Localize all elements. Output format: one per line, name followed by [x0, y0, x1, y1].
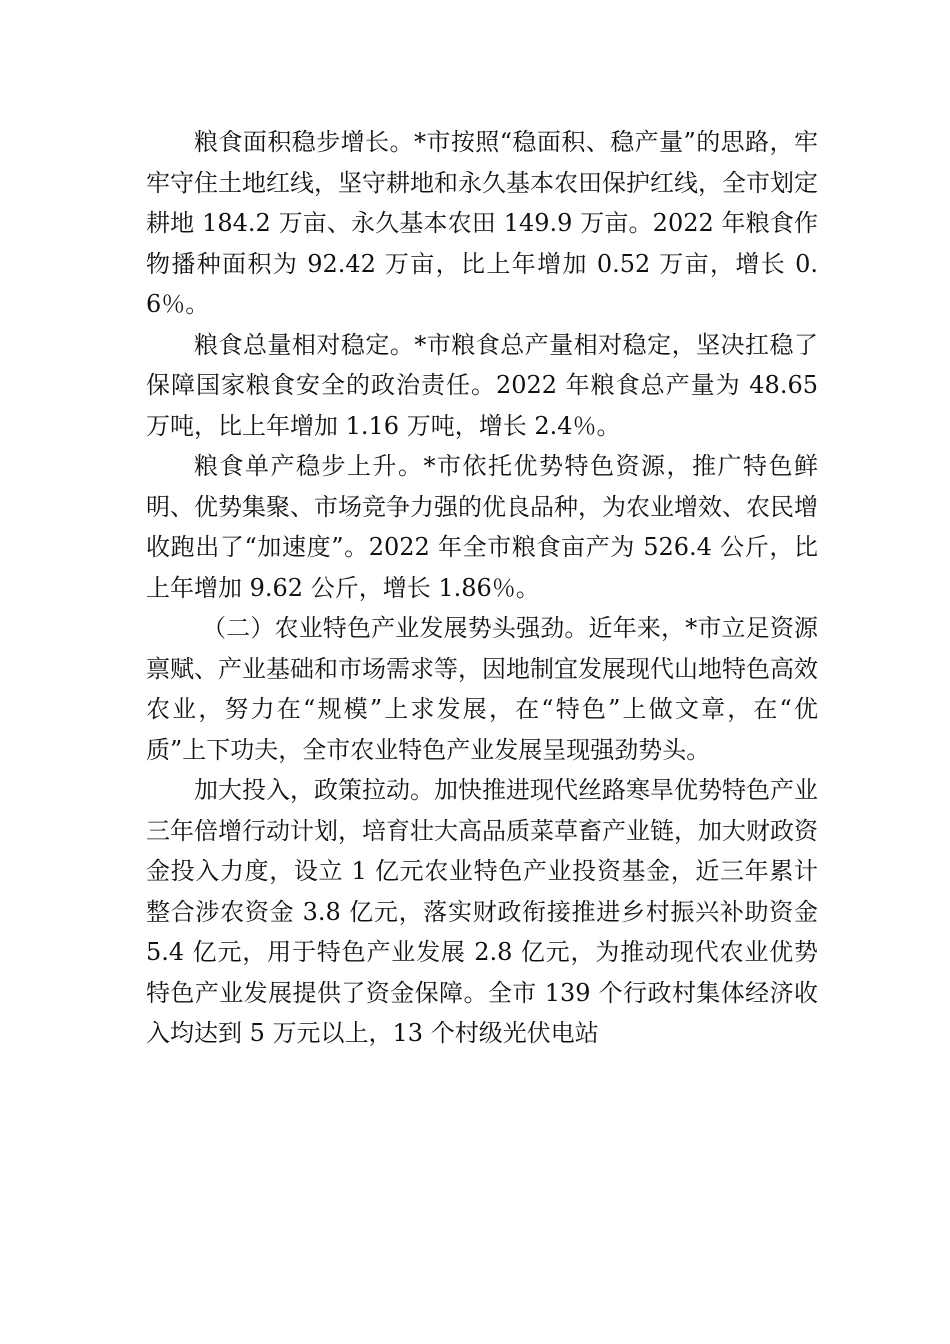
paragraph-grain-output: 粮食总量相对稳定。*市粮食总产量相对稳定，坚决扛稳了保障国家粮食安全的政治责任。2022 年粮食总产量为 48.65 万吨，比上年增加 1.16 万吨，增长 2.4％。: [146, 330, 818, 440]
paragraph-investment-policy: 加大投入，政策拉动。加快推进现代丝路寒旱优势特色产业三年倍增行动计划，培育壮大高品质菜草畜产业链，加大财政资金投入力度，设立 1 亿元农业特色产业投资基金，近三年累计整合涉农资金 3.8 亿元，落实财政衔接推进乡村振兴补助资金 5.4 亿元，用于特色产业发展 2.8 亿元，为推动现代农业优势特色产业发展提供了资金保障。全市 139 个行政村集体经济收入均达到 5 万元以上，13 个村级光伏电站: [146, 776, 818, 1047]
paragraph-section-two-heading: （二）农业特色产业发展势头强劲。近年来，*市立足资源禀赋、产业基础和市场需求等，因地制宜发展现代山地特色高效农业，努力在“规模”上求发展，在“特色”上做文章，在“优质”上下功夫，全市农业特色产业发展呈现强劲势头。: [146, 614, 818, 764]
document-body: [146, 122, 818, 1054]
paragraph-grain-yield: 粮食单产稳步上升。*市依托优势特色资源，推广特色鲜明、优势集聚、市场竞争力强的优良品种，为农业增效、农民增收跑出了“加速度”。2022 年全市粮食亩产为 526.4 公斤，比上年增加 9.62 公斤，增长 1.86％。: [146, 452, 818, 602]
paragraph-grain-area: 粮食面积稳步增长。*市按照“稳面积、稳产量”的思路，牢牢守住土地红线，坚守耕地和永久基本农田保护红线，全市划定耕地 184.2 万亩、永久基本农田 149.9 万亩。2022 年粮食作物播种面积为 92.42 万亩，比上年增加 0.52 万亩，增长 0.6％。: [146, 128, 818, 318]
